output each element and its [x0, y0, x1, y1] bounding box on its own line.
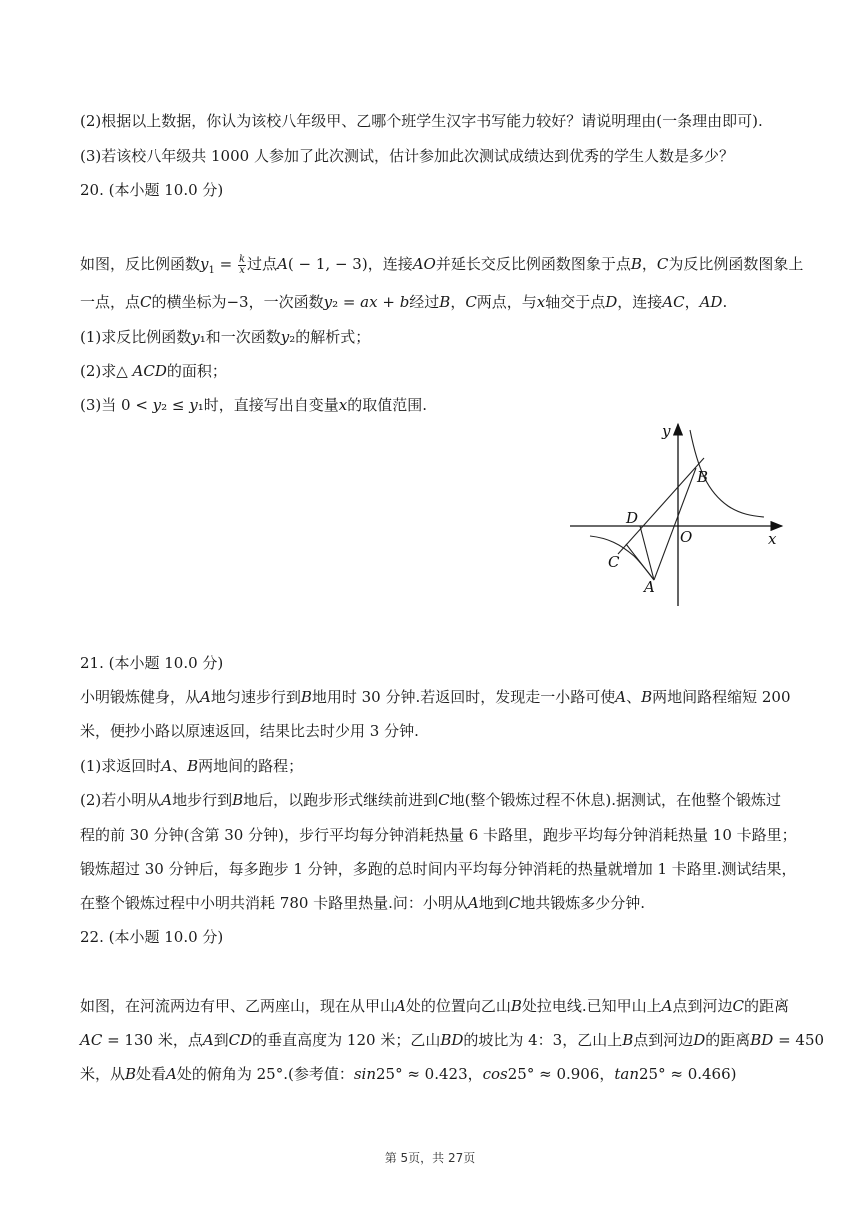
text: 如图，反比例函数	[80, 255, 201, 273]
q19-part3: (3)若该校八年级共 1000 人参加了此次测试，估计参加此次测试成绩达到优秀的学生人数是多少？	[80, 147, 734, 165]
q20-part1: (1)求反比例函数𝑦₁和一次函数𝑦₂的解析式；	[80, 328, 371, 346]
text: 并延长交反比例函数图象于点	[435, 255, 631, 273]
q21-part2-line3: 锻炼超过 30 分钟后，每多跑步 1 分钟，多跑的总时间内平均每分钟消耗的热量就增加 1 卡路里.测试结果，	[80, 860, 797, 878]
label-C: C	[608, 553, 620, 571]
q20-part3: (3)当 0 < 𝑦₂ ≤ 𝑦₁时，直接写出自变量𝑥的取值范围.	[80, 396, 427, 414]
q20-header: 20. (本小题 10.0 分)	[80, 181, 224, 199]
eq: =	[214, 255, 237, 273]
label-A: A	[644, 578, 655, 596]
q21-body-line2: 米，便抄小路以原速返回，结果比去时少用 3 分钟.	[80, 722, 419, 740]
label-y: y	[662, 422, 671, 440]
text: 过点	[247, 255, 278, 273]
segment-AD	[640, 526, 654, 580]
math-B: B	[630, 255, 642, 273]
text: ，	[641, 255, 657, 273]
text: 为反比例函数图象上	[668, 255, 804, 273]
sub: 1	[208, 265, 215, 276]
q21-part2-line1: (2)若小明从𝐴地步行到𝐵地后，以跑步形式继续前进到𝐶地(整个锻炼过程不休息).据测试，在他整个锻炼过	[80, 791, 782, 809]
math-A: A	[277, 255, 288, 273]
label-O: O	[680, 528, 693, 546]
q21-header: 21. (本小题 10.0 分)	[80, 654, 224, 672]
q21-part2-line4: 在整个锻炼过程中小明共消耗 780 卡路里热量.问：小明从𝐴地到𝐶地共锻炼多少分钟.	[80, 894, 646, 912]
q22-body-line1: 如图，在河流两边有甲、乙两座山，现在从甲山𝐴处的位置向乙山𝐵处拉电线.已知甲山上𝐴点到河边𝐶的距离	[80, 997, 789, 1015]
function-graph-figure	[568, 420, 790, 612]
q20-part2: (2)求△ 𝐴𝐶𝐷的面积；	[80, 362, 227, 380]
q21-part1: (1)求返回时𝐴、𝐵两地间的路程；	[80, 757, 304, 775]
q20-body-line1	[80, 254, 803, 281]
label-B: B	[697, 468, 709, 486]
q21-body-line1: 小明锻炼健身，从𝐴地匀速步行到𝐵地用时 30 分钟.若返回时，发现走一小路可使𝐴、𝐵两地间路程缩短 200	[80, 688, 791, 706]
q22-header: 22. (本小题 10.0 分)	[80, 928, 224, 946]
text: ，连接	[367, 255, 413, 273]
segment-AB	[654, 468, 696, 580]
frac-den: x	[239, 264, 245, 276]
q19-part2: (2)根据以上数据，你认为该校八年级甲、乙哪个班学生汉字书写能力较好？请说明理由(一条理由即可).	[80, 112, 763, 130]
q21-part2-line2: 程的前 30 分钟(含第 30 分钟)，步行平均每分钟消耗热量 6 卡路里，跑步平均每分钟消耗热量 10 卡路里；	[80, 826, 797, 844]
coords: ( − 1, − 3)	[287, 255, 368, 273]
label-D: D	[626, 509, 639, 527]
q22-body-line2: 𝐴𝐶 = 130 米，点𝐴到𝐶𝐷的垂直高度为 120 米；乙山𝐵𝐷的坡比为 4：3，乙山上𝐵点到河边𝐷的距离𝐵𝐷 = 450	[80, 1031, 825, 1049]
page-footer: 第 5页，共 27页	[384, 1151, 476, 1165]
math-C: C	[656, 255, 669, 273]
math-y1: y	[200, 255, 209, 273]
q22-body-line3: 米，从𝐵处看𝐴处的俯角为 25°.(参考值：𝑠𝑖𝑛25° ≈ 0.423，𝑐𝑜𝑠25° ≈ 0.906，𝑡𝑎𝑛25° ≈ 0.466)	[80, 1065, 737, 1083]
fraction-k-over-x	[238, 255, 246, 276]
math-AO: AO	[412, 255, 436, 273]
frac-num: k	[238, 253, 246, 265]
label-x: x	[768, 530, 777, 548]
q20-body-line2: 一点，点𝐶的横坐标为−3，一次函数𝑦₂ = 𝑎𝑥 + 𝑏经过𝐵，𝐶两点，与𝑥轴交于点𝐷，连接𝐴𝐶，𝐴𝐷.	[80, 293, 728, 311]
